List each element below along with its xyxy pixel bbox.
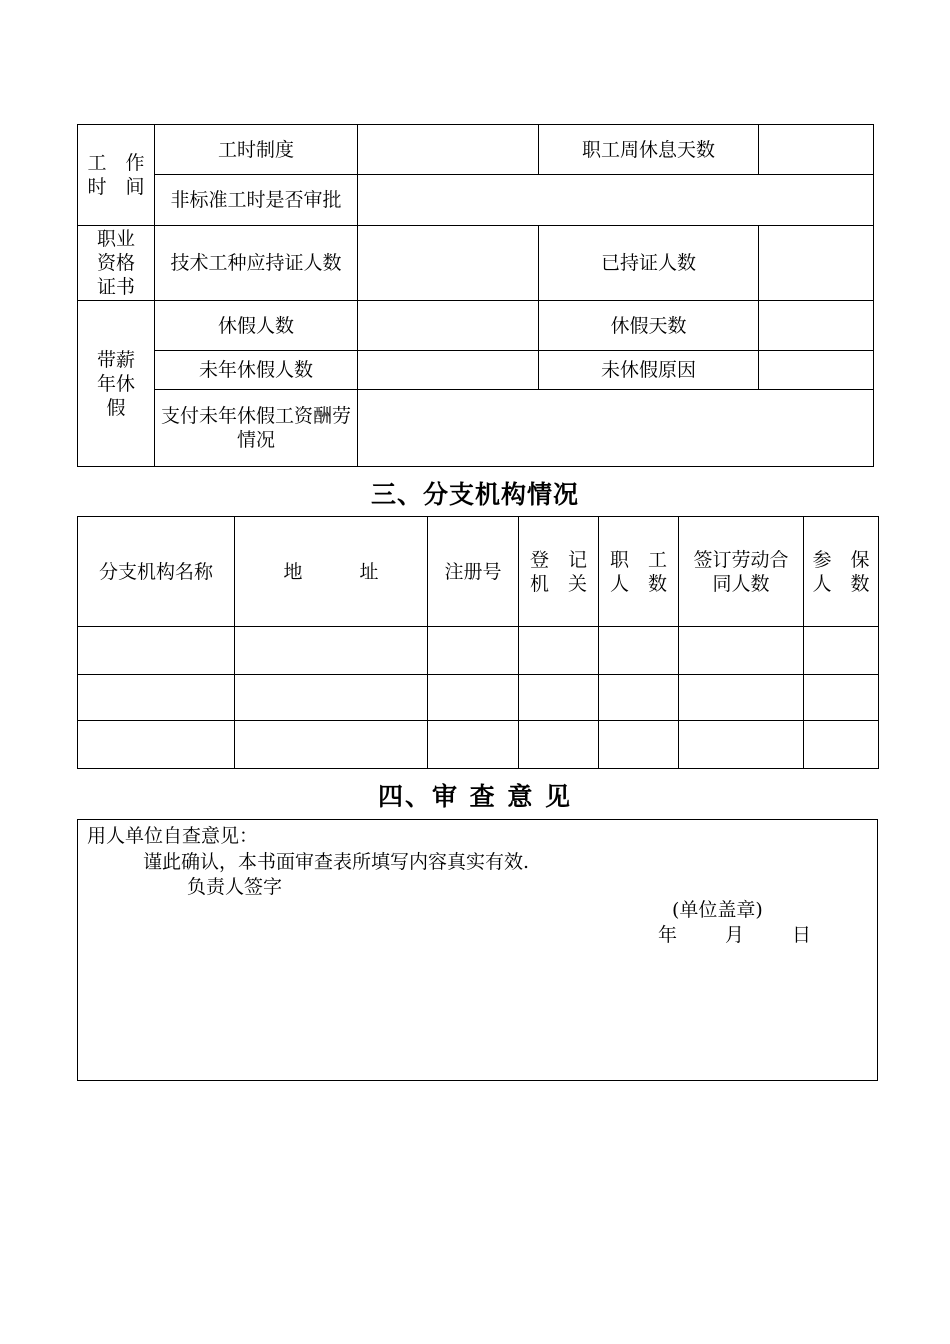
leave-days-label: 休假天数 <box>539 301 759 351</box>
employees-cell[interactable] <box>599 675 679 721</box>
table-row <box>78 721 879 769</box>
date-month: 月 <box>725 924 745 946</box>
self-check-label: 用人单位自查意见： <box>87 825 259 847</box>
reg-authority-cell[interactable] <box>519 675 599 721</box>
date-year: 年 <box>658 924 678 946</box>
col-insured: 参 保 人 数 <box>804 517 879 627</box>
col-employees: 职 工 人 数 <box>599 517 679 627</box>
branch-name-cell[interactable] <box>78 721 235 769</box>
nonstandard-approved-value[interactable] <box>358 175 874 226</box>
no-leave-reason-label: 未休假原因 <box>539 351 759 390</box>
reg-no-cell[interactable] <box>428 627 519 675</box>
address-cell[interactable] <box>235 627 428 675</box>
address-cell[interactable] <box>235 721 428 769</box>
contracts-cell[interactable] <box>679 627 804 675</box>
nonstandard-approved-label: 非标准工时是否审批 <box>155 175 358 226</box>
insured-cell[interactable] <box>804 675 879 721</box>
insured-cell[interactable] <box>804 721 879 769</box>
reg-authority-cell[interactable] <box>519 627 599 675</box>
col-branch-name: 分支机构名称 <box>78 517 235 627</box>
col-reg-authority: 登 记 机 关 <box>519 517 599 627</box>
table-row <box>78 675 879 721</box>
table-row <box>78 627 879 675</box>
paid-leave-label: 带薪年休假 <box>78 301 155 467</box>
leave-people-label: 休假人数 <box>155 301 358 351</box>
branch-table <box>77 516 879 769</box>
work-time-label: 工 作 时 间 <box>78 125 155 226</box>
leave-days-value[interactable] <box>759 301 874 351</box>
contracts-cell[interactable] <box>679 721 804 769</box>
contracts-cell[interactable] <box>679 675 804 721</box>
no-leave-people-label: 未年休假人数 <box>155 351 358 390</box>
certified-count-value[interactable] <box>759 226 874 301</box>
certified-count-label: 已持证人数 <box>539 226 759 301</box>
seal-label: (单位盖章) <box>672 899 763 921</box>
weekly-rest-days-label: 职工周休息天数 <box>539 125 759 175</box>
branch-name-cell[interactable] <box>78 627 235 675</box>
col-reg-no: 注册号 <box>428 517 519 627</box>
branch-section-title: 三、分支机构情况 <box>370 480 579 509</box>
work-hours-system-label: 工时制度 <box>155 125 358 175</box>
no-leave-people-value[interactable] <box>358 351 539 390</box>
self-check-box[interactable] <box>77 819 878 1081</box>
confirm-text: 谨此确认，本书面审查表所填写内容真实有效. <box>143 851 530 873</box>
branch-name-cell[interactable] <box>78 675 235 721</box>
employees-cell[interactable] <box>599 627 679 675</box>
reg-no-cell[interactable] <box>428 721 519 769</box>
weekly-rest-days-value[interactable] <box>759 125 874 175</box>
reg-authority-cell[interactable] <box>519 721 599 769</box>
unused-leave-pay-label: 支付未年休假工资酬劳情况 <box>155 390 358 467</box>
reg-no-cell[interactable] <box>428 675 519 721</box>
leave-people-value[interactable] <box>358 301 539 351</box>
qualification-label: 职业资格证书 <box>78 226 155 301</box>
address-cell[interactable] <box>235 675 428 721</box>
signature-label: 负责人签字 <box>187 876 283 898</box>
work-hours-system-value[interactable] <box>358 125 539 175</box>
employees-cell[interactable] <box>599 721 679 769</box>
col-address: 地 址 <box>235 517 428 627</box>
certified-required-label: 技术工种应持证人数 <box>155 226 358 301</box>
date-day: 日 <box>792 924 812 946</box>
insured-cell[interactable] <box>804 627 879 675</box>
certified-required-value[interactable] <box>358 226 539 301</box>
col-contracts: 签订劳动合同人数 <box>679 517 804 627</box>
unused-leave-pay-value[interactable] <box>358 390 874 467</box>
review-section-title: 四、审 查 意 见 <box>377 782 573 811</box>
no-leave-reason-value[interactable] <box>759 351 874 390</box>
work-conditions-table <box>77 124 874 467</box>
